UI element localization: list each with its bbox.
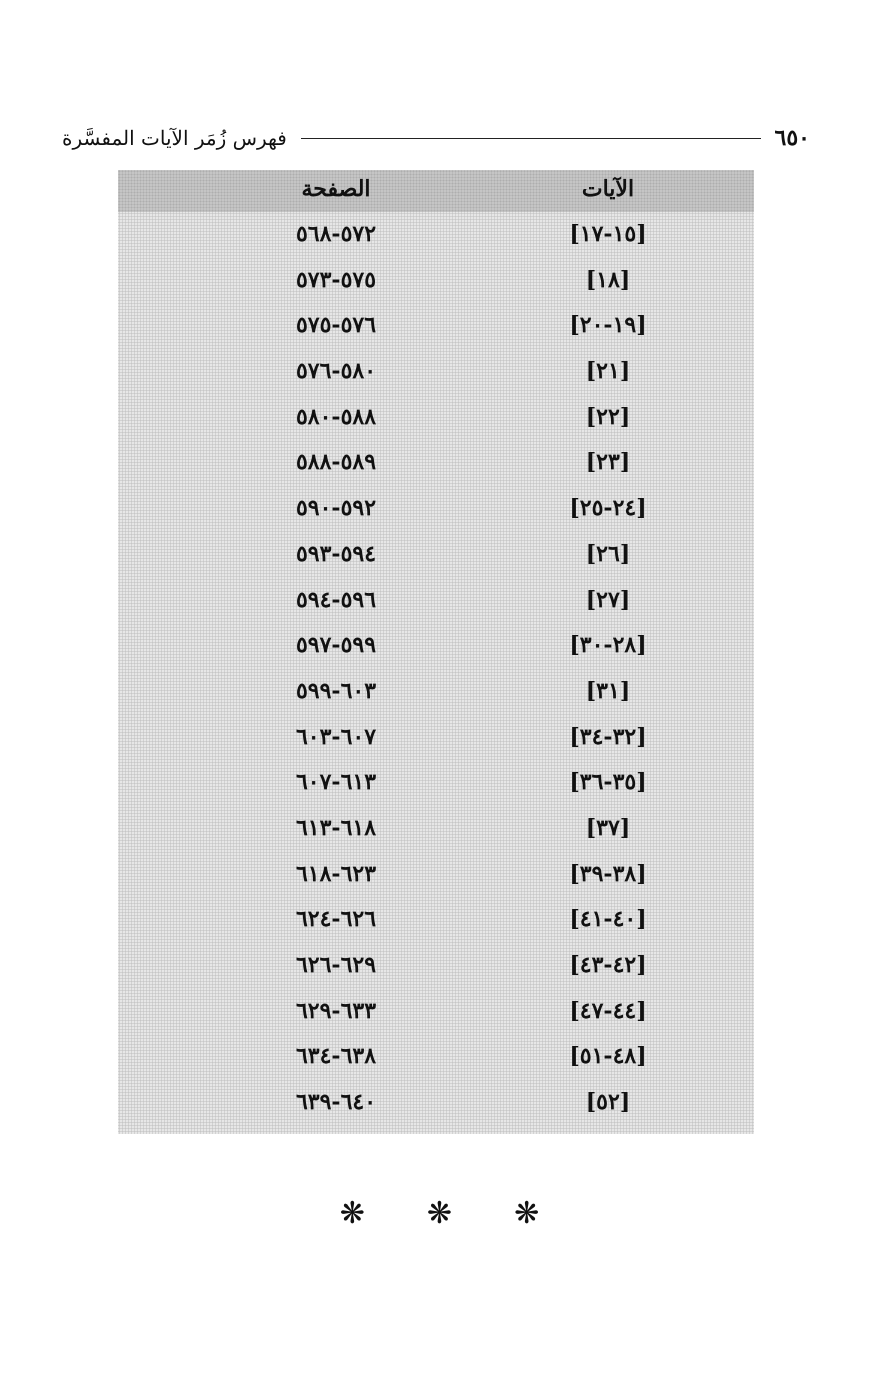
page-range-cell: ٥٧٦-٥٧٥ — [295, 312, 377, 339]
table-row — [118, 1036, 754, 1082]
table-row — [118, 671, 754, 717]
page-range-cell: ٥٨٠-٥٧٦ — [295, 358, 377, 385]
verse-range-cell: [٢٢] — [585, 403, 631, 430]
verse-range-cell: [٣٨-٣٩] — [569, 860, 647, 887]
page-range-cell: ٦١٨-٦١٣ — [295, 814, 377, 841]
page-range-cell: ٦٠٣-٥٩٩ — [295, 677, 377, 704]
running-header — [62, 120, 810, 156]
table-row — [118, 534, 754, 580]
verse-range-cell: [٢٤-٢٥] — [569, 495, 647, 522]
table-row — [118, 899, 754, 945]
table-body — [118, 214, 754, 1128]
table-row — [118, 625, 754, 671]
page-range-cell: ٥٧٥-٥٧٣ — [295, 266, 377, 293]
page-title: فهرس زُمَر الآيات المفسَّرة — [62, 126, 287, 150]
page-range-cell: ٥٧٢-٥٦٨ — [295, 221, 377, 247]
table-row — [118, 762, 754, 808]
table-row — [118, 214, 754, 260]
page-range-cell: ٦٣٣-٦٢٩ — [295, 997, 377, 1024]
page-number: ٦٥٠ — [774, 125, 810, 151]
verse-range-cell: [١٩-٢٠] — [569, 312, 647, 339]
table-row — [118, 580, 754, 626]
table-row — [118, 442, 754, 488]
header-rule — [301, 138, 761, 139]
verse-range-cell: [٤٢-٤٣] — [569, 952, 647, 978]
verse-range-cell: [١٥-١٧] — [569, 221, 647, 247]
page-range-cell: ٦٢٩-٦٢٦ — [295, 952, 377, 978]
page-range-cell: ٥٩٦-٥٩٤ — [295, 586, 377, 613]
verse-range-cell: [٣٧] — [585, 814, 631, 841]
page-range-cell: ٦٠٧-٦٠٣ — [295, 723, 377, 750]
table-row — [118, 945, 754, 991]
page-range-cell: ٦٢٣-٦١٨ — [295, 860, 377, 887]
column-header-pages: الصفحة — [301, 176, 371, 202]
page-range-cell: ٥٨٩-٥٨٨ — [295, 449, 377, 476]
section-end-ornament — [0, 1196, 879, 1231]
verse-range-cell: [١٨] — [585, 266, 631, 293]
verse-range-cell: [٢٦] — [585, 540, 631, 567]
page-range-cell: ٥٩٤-٥٩٣ — [295, 540, 377, 567]
table-row — [118, 717, 754, 763]
page-range-cell: ٦١٣-٦٠٧ — [295, 769, 377, 796]
column-header-verses: الآيات — [581, 176, 635, 202]
table-row — [118, 488, 754, 534]
table-header-row — [118, 170, 754, 212]
page-range-cell: ٥٩٩-٥٩٧ — [295, 632, 377, 659]
table-row — [118, 397, 754, 443]
page-range-cell: ٦٢٦-٦٢٤ — [295, 906, 377, 933]
index-table — [118, 170, 754, 1134]
verse-range-cell: [٤٤-٤٧] — [569, 997, 647, 1024]
verse-range-cell: [٢٣] — [585, 449, 631, 476]
table-row — [118, 1082, 754, 1128]
verse-range-cell: [٣٥-٣٦] — [569, 769, 647, 796]
verse-range-cell: [٣١] — [585, 677, 631, 704]
page-range-cell: ٥٩٢-٥٩٠ — [295, 495, 377, 522]
verse-range-cell: [٤٠-٤١] — [569, 906, 647, 933]
verse-range-cell: [٢٧] — [585, 586, 631, 613]
page-range-cell: ٦٤٠-٦٣٩ — [295, 1089, 377, 1116]
verse-range-cell: [٣٢-٣٤] — [569, 723, 647, 750]
verse-range-cell: [٢٨-٣٠] — [569, 632, 647, 659]
table-row — [118, 808, 754, 854]
star-ornament: ❋ — [339, 1196, 365, 1231]
page-range-cell: ٦٣٨-٦٣٤ — [295, 1043, 377, 1070]
table-row — [118, 260, 754, 306]
verse-range-cell: [٤٨-٥١] — [569, 1043, 647, 1070]
star-ornament: ❋ — [426, 1196, 453, 1231]
table-row — [118, 305, 754, 351]
table-row — [118, 351, 754, 397]
page-range-cell: ٥٨٨-٥٨٠ — [295, 403, 377, 430]
verse-range-cell: [٥٢] — [585, 1089, 631, 1116]
star-ornament: ❋ — [514, 1196, 540, 1231]
table-row — [118, 991, 754, 1037]
verse-range-cell: [٢١] — [585, 358, 631, 385]
table-row — [118, 854, 754, 900]
